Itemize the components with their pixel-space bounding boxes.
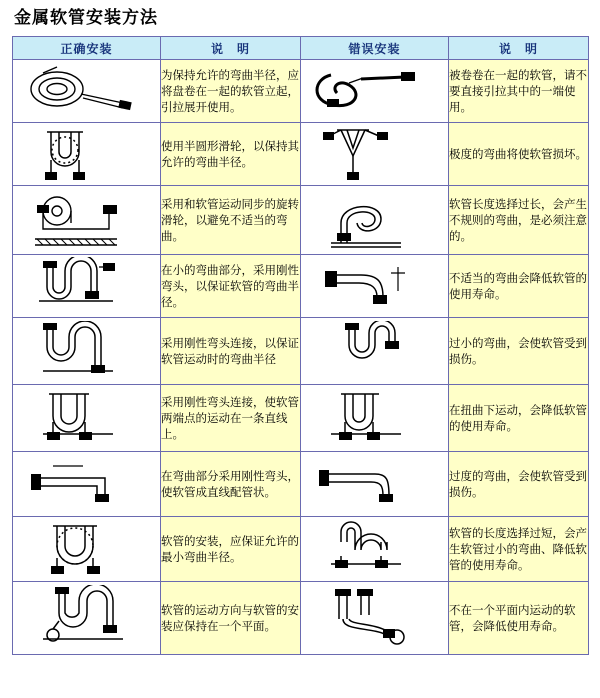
figure-same-plane-motion — [13, 582, 161, 655]
excess-length-loop-icon — [301, 189, 448, 251]
page-title: 金属软管安装方法 — [14, 8, 158, 28]
torsion-bend-icon — [301, 388, 448, 448]
explanation-text: 采用刚性弯头连接，以保证软管运动时的弯曲半径 — [161, 318, 301, 385]
figure-over-bend — [301, 452, 449, 517]
figure-improper-bend — [301, 255, 449, 318]
table-row — [13, 255, 589, 318]
explanation-text: 软管的安装，应保证允许的最小弯曲半径。 — [161, 517, 301, 582]
figure-torsion-bend — [301, 385, 449, 452]
figure-excess-length-loop — [301, 186, 449, 255]
figure-min-bend-radius-install — [13, 517, 161, 582]
coiled-hose-flat-icon — [13, 63, 160, 119]
figure-half-round-pulley — [13, 123, 161, 186]
table-header-row — [13, 37, 589, 60]
table-row — [13, 452, 589, 517]
explanation-text: 采用和软管运动同步的旋转滑轮，以避免不适当的弯曲。 — [161, 186, 301, 255]
explanation-text: 采用刚性弯头连接，使软管两端点的运动在一条直线上。 — [161, 385, 301, 452]
table-row — [13, 123, 589, 186]
installation-method-table — [12, 36, 589, 655]
explanation-text: 在弯曲部分采用刚性弯头，使软管成直线配管状。 — [161, 452, 301, 517]
explanation-text: 软管的长度选择过短，会产生软管过小的弯曲、降低软管的使用寿命。 — [449, 517, 589, 582]
over-bend-icon — [301, 456, 448, 512]
figure-rigid-elbow-connection — [13, 318, 161, 385]
explanation-text: 不在一个平面内运动的软管，会降低使用寿命。 — [449, 582, 589, 655]
same-plane-motion-icon — [13, 585, 160, 651]
explanation-text: 软管的运动方向与软管的安装应保持在一个平面。 — [161, 582, 301, 655]
rigid-elbow-straight-line-icon — [13, 388, 160, 448]
table-row — [13, 582, 589, 655]
figure-rigid-bend-small-radius — [13, 255, 161, 318]
figure-rigid-elbow-straight-line — [13, 385, 161, 452]
explanation-text: 在扭曲下运动，会降低软管的使用寿命。 — [449, 385, 589, 452]
rigid-elbow-connection-icon — [13, 321, 160, 381]
header-correct-install: 正确安装 — [13, 37, 161, 60]
table-row — [13, 60, 589, 123]
table-row — [13, 517, 589, 582]
half-round-pulley-icon — [13, 126, 160, 182]
figure-coiled-hose-flat — [13, 60, 161, 123]
figure-sync-rotating-pulley — [13, 186, 161, 255]
figure-coiled-hose-pulled — [301, 60, 449, 123]
min-bend-radius-install-icon — [13, 520, 160, 578]
improper-bend-icon — [301, 257, 448, 315]
table-row — [13, 318, 589, 385]
figure-out-of-plane-motion — [301, 582, 449, 655]
explanation-text: 过度的弯曲，会使软管受到损伤。 — [449, 452, 589, 517]
explanation-text: 软管长度选择过长，会产生不规则的弯曲，是必须注意的。 — [449, 186, 589, 255]
straight-pipe-rigid-elbow-icon — [13, 456, 160, 512]
figure-too-small-bend — [301, 318, 449, 385]
sharp-bend-pulley-icon — [301, 126, 448, 182]
header-wrong-install: 错误安装 — [301, 37, 449, 60]
figure-short-length-sharp-bend — [301, 517, 449, 582]
table-row — [13, 385, 589, 452]
coiled-hose-pulled-icon — [301, 63, 448, 119]
figure-sharp-bend-pulley — [301, 123, 449, 186]
explanation-text: 被卷卷在一起的软管，请不要直接引拉其中的一端使用。 — [449, 60, 589, 123]
explanation-text: 使用半圆形滑轮，以保持其允许的弯曲半径。 — [161, 123, 301, 186]
explanation-text: 过小的弯曲，会使软管受到损伤。 — [449, 318, 589, 385]
figure-straight-pipe-rigid-elbow — [13, 452, 161, 517]
too-small-bend-icon — [301, 321, 448, 381]
sync-rotating-pulley-icon — [13, 189, 160, 251]
table-row — [13, 186, 589, 255]
out-of-plane-motion-icon — [301, 585, 448, 651]
explanation-text: 在小的弯曲部分，采用刚性弯头，以保证软管的弯曲半径。 — [161, 255, 301, 318]
explanation-text: 极度的弯曲将使软管损坏。 — [449, 123, 589, 186]
explanation-text: 不适当的弯曲会降低软管的使用寿命。 — [449, 255, 589, 318]
rigid-bend-small-radius-icon — [13, 257, 160, 315]
header-explanation-wrong: 说 明 — [449, 37, 589, 60]
explanation-text: 为保持允许的弯曲半径，应将盘卷在一起的软管立起，引拉展开使用。 — [161, 60, 301, 123]
short-length-sharp-bend-icon — [301, 520, 448, 578]
header-explanation-correct: 说 明 — [161, 37, 301, 60]
